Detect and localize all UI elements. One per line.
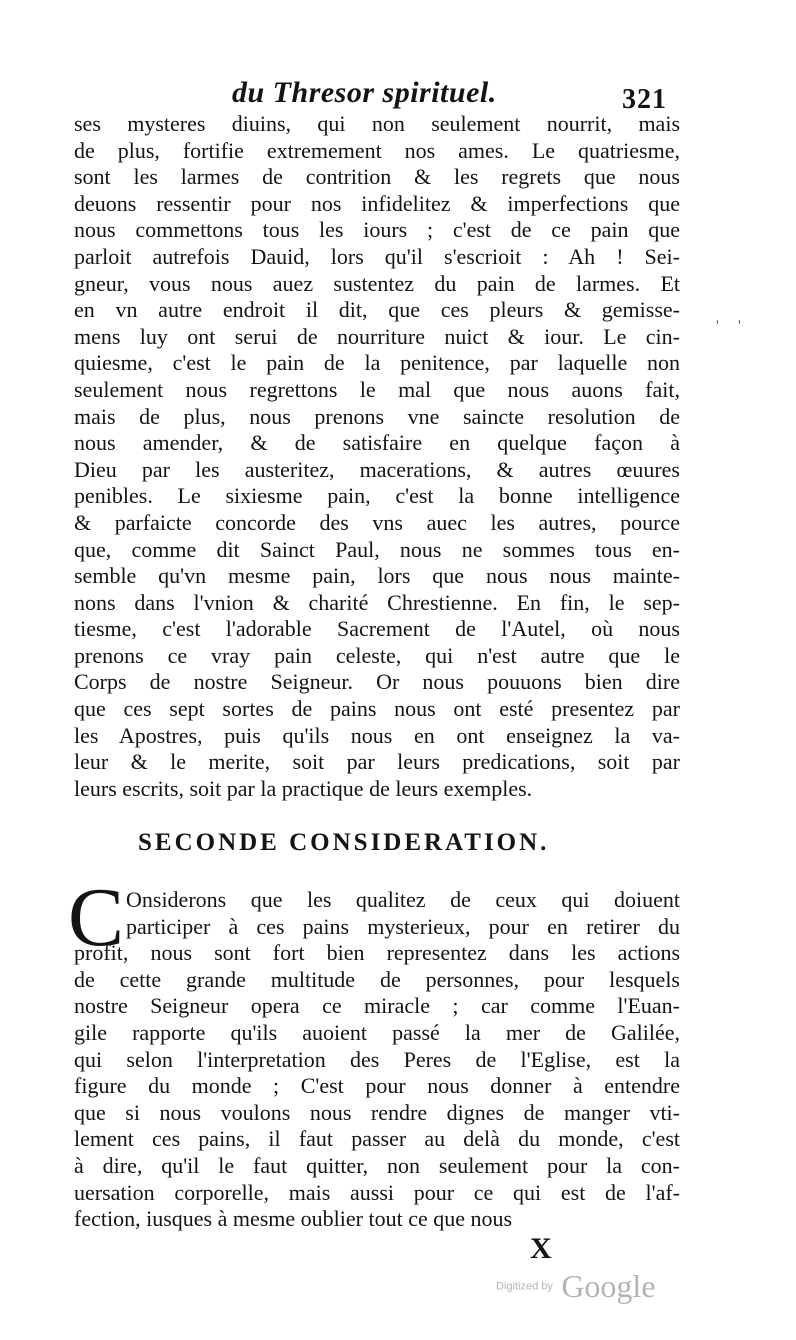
text-line: nous commettons tous les iours ; c'est de ce pain que	[74, 217, 680, 243]
text-line: nostre Seigneur opera ce miracle ; car comme l'Euan-	[74, 993, 680, 1019]
text-line: profit, nous sont fort bien representez dans les actions	[74, 940, 680, 966]
text-line: que, comme dit Sainct Paul, nous ne sommes tous en-	[74, 536, 680, 562]
text-line: Dieu par les austeritez, macerations, & autres œuures	[74, 456, 680, 482]
text-line: figure du monde ; C'est pour nous donner à entendre	[74, 1073, 680, 1099]
text-line: nous amender, & de satisfaire en quelque façon à	[74, 430, 680, 456]
text-line: à dire, qu'il le faut quitter, non seulement pour la con-	[74, 1152, 680, 1178]
text-line: que si nous voulons nous rendre dignes de manger vti-	[74, 1099, 680, 1125]
text-line: participer à ces pains mysterieux, pour en retirer du	[126, 913, 680, 939]
text-line: uersation corporelle, mais aussi pour ce qui est de l'af-	[74, 1179, 680, 1205]
margin-tick: '	[716, 318, 719, 335]
text-line: mais de plus, nous prenons vne saincte resolution de	[74, 403, 680, 429]
text-line: penibles. Le sixiesme pain, c'est la bonne intelligence	[74, 483, 680, 509]
text-line: mens luy ont serui de nourriture nuict & iour. Le cin-	[74, 323, 680, 349]
signature-mark: X	[530, 1232, 552, 1265]
text-line: seulement nous regrettons le mal que nous auons fait,	[74, 376, 680, 402]
text-line: ses mysteres diuins, qui non seulement nourrit, mais	[74, 111, 680, 136]
body-text	[74, 111, 680, 802]
text-line: les Apostres, puis qu'ils nous en ont enseignez la va-	[74, 722, 680, 748]
digitized-by-watermark	[496, 1268, 656, 1305]
text-line: qui selon l'interpretation des Peres de l'Eglise, est la	[74, 1046, 680, 1072]
margin-tick: '	[738, 318, 741, 335]
text-line: quiesme, c'est le pain de la penitence, par laquelle non	[74, 350, 680, 376]
text-line: Corps de nostre Seigneur. Or nous pouuons bien dire	[74, 669, 680, 695]
text-line: prenons ce vray pain celeste, qui n'est autre que le	[74, 642, 680, 668]
text-line: lement ces pains, il faut passer au delà du monde, c'est	[74, 1126, 680, 1152]
text-line: semble qu'vn mesme pain, lors que nous nous mainte-	[74, 563, 680, 589]
page-number: 321	[622, 84, 667, 115]
section-text	[74, 887, 680, 1233]
text-line: Onsiderons que les qualitez de ceux qui doiuent	[126, 887, 680, 912]
text-line: de cette grande multitude de personnes, pour lesquels	[74, 966, 680, 992]
text-line: & parfaicte concorde des vns auec les autres, pource	[74, 509, 680, 535]
text-line: gile rapporte qu'ils auoient passé la mer de Galilée,	[74, 1019, 680, 1045]
text-line: gneur, vous nous auez sustentez du pain de larmes. Et	[74, 270, 680, 296]
text-line: leur & le merite, soit par leurs predications, soit par	[74, 749, 680, 775]
drop-cap: C	[68, 871, 125, 964]
text-line: parloit autrefois Dauid, lors qu'il s'escrioit : Ah ! Sei-	[74, 243, 680, 269]
section-heading: SECONDE CONSIDERATION.	[138, 829, 550, 856]
text-line: leurs escrits, soit par la practique de leurs exemples.	[74, 775, 533, 801]
watermark-prefix: Digitized by	[496, 1280, 553, 1293]
text-line: de plus, fortifie extremement nos ames. Le quatriesme,	[74, 137, 680, 163]
running-head-title: du Thresor spirituel.	[232, 76, 497, 109]
text-line: nons dans l'vnion & charité Chrestienne. En fin, le sep-	[74, 589, 680, 615]
text-line: en vn autre endroit il dit, que ces pleurs & gemisse-	[74, 297, 680, 323]
text-line: fection, iusques à mesme oublier tout ce que nous	[74, 1206, 513, 1232]
google-logo: Google	[561, 1268, 656, 1304]
text-line: deuons ressentir pour nos infidelitez & imperfections que	[74, 190, 680, 216]
text-line: que ces sept sortes de pains nous ont esté presentez par	[74, 696, 680, 722]
text-line: sont les larmes de contrition & les regrets que nous	[74, 164, 680, 190]
text-line: tiesme, c'est l'adorable Sacrement de l'Autel, où nous	[74, 616, 680, 642]
